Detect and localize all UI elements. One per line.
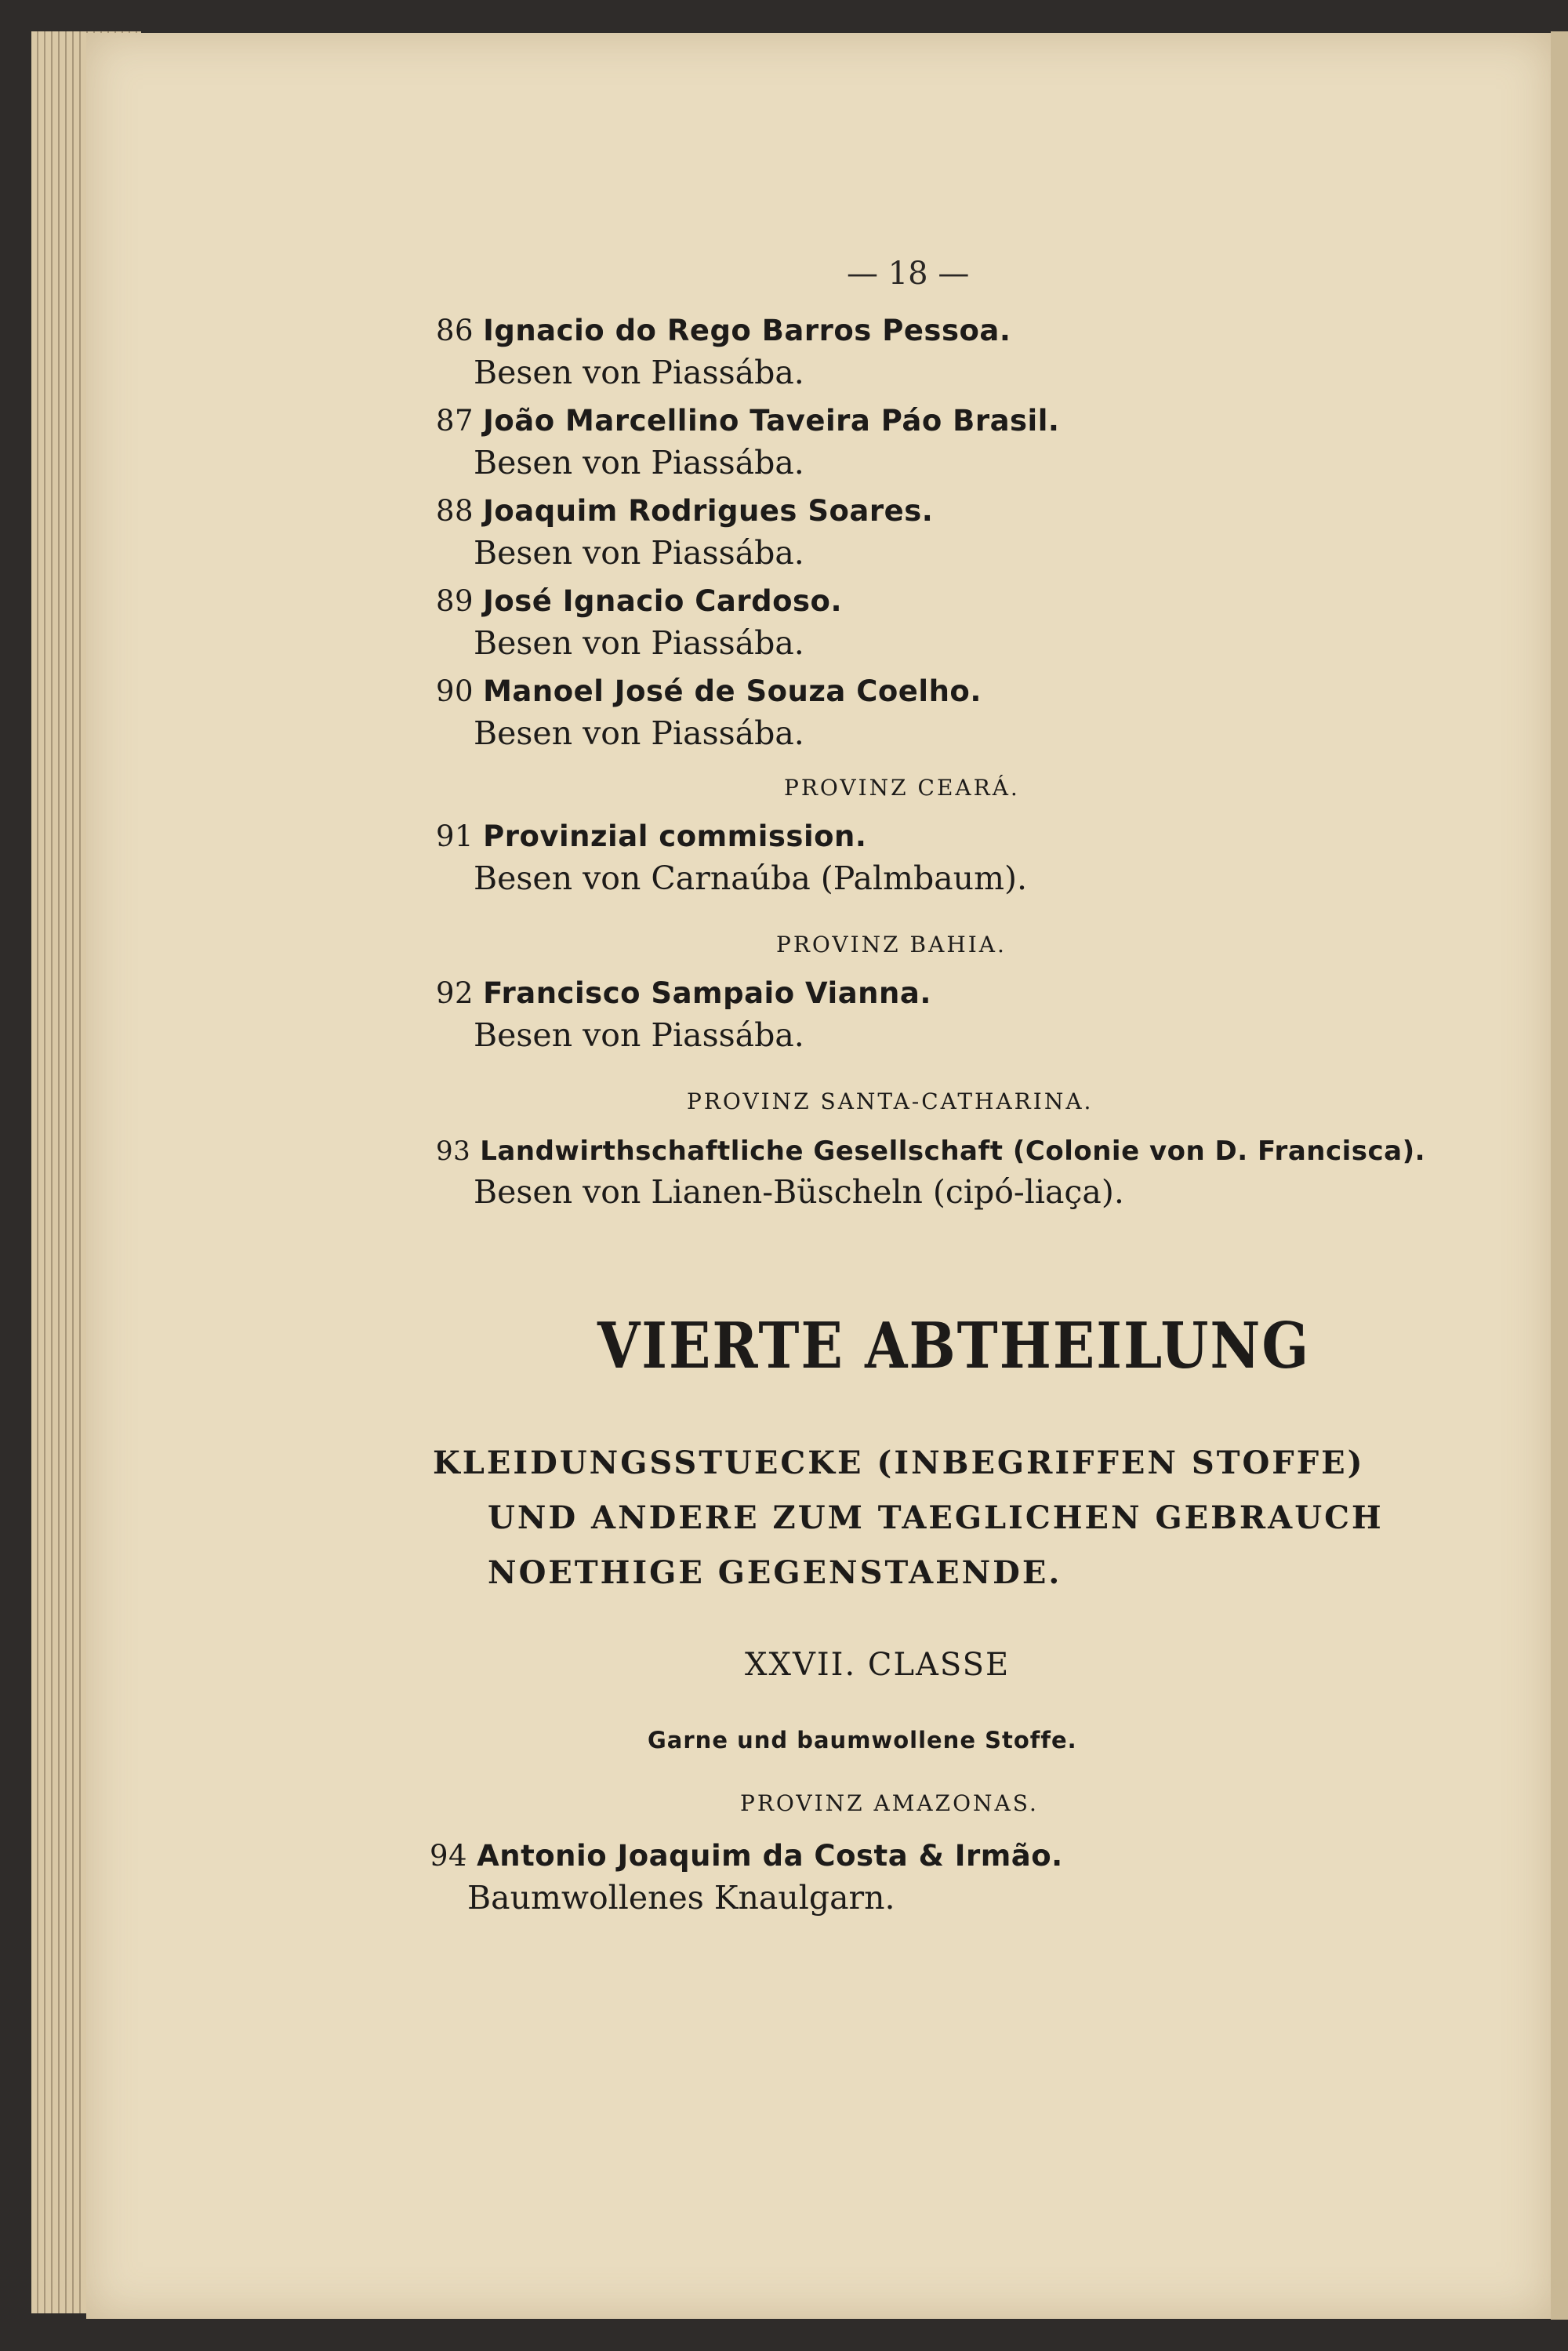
section-title: VIERTE ABTHEILUNG — [597, 1308, 1311, 1383]
section-subtitle-line: NOETHIGE GEGENSTAENDE. — [488, 1554, 1062, 1591]
entry-description: Baumwollenes Knaulgarn. — [467, 1879, 895, 1917]
class-heading: XXVII. CLASSE — [745, 1647, 1011, 1683]
province-heading: PROVINZ SANTA-CATHARINA. — [687, 1088, 1094, 1114]
entry-description: Besen von Piassába. — [474, 354, 804, 391]
catalog-entry — [436, 674, 982, 752]
province-heading: PROVINZ BAHIA. — [776, 932, 1007, 957]
exhibitor-name: Landwirthschaftliche Gesellschaft (Colonie von D. Francisca). — [480, 1136, 1426, 1167]
entry-description: Besen von Piassába. — [474, 624, 804, 662]
page-number: — 18 — — [847, 256, 970, 292]
catalog-entry — [436, 494, 933, 572]
exhibitor-name: Joaquim Rodrigues Soares. — [483, 494, 934, 528]
exhibitor-name: José Ignacio Cardoso. — [483, 584, 843, 618]
catalog-entry — [436, 404, 1059, 481]
catalog-entry — [436, 819, 1027, 897]
entry-number: 89 — [436, 584, 474, 618]
entry-description: Besen von Piassába. — [474, 1016, 804, 1054]
exhibitor-name: João Marcellino Taveira Páo Brasil. — [483, 404, 1060, 438]
entry-number: 91 — [436, 819, 474, 853]
entry-number: 86 — [436, 314, 474, 347]
catalog-entry — [436, 976, 931, 1054]
catalog-entry — [436, 314, 1011, 391]
entry-description: Besen von Carnaúba (Palmbaum). — [474, 859, 1027, 897]
province-heading: PROVINZ CEARÁ. — [784, 775, 1020, 801]
entry-number: 94 — [430, 1839, 468, 1873]
catalog-entry — [436, 584, 842, 662]
entry-description: Besen von Piassába. — [474, 444, 804, 481]
exhibitor-name: Manoel José de Souza Coelho. — [483, 674, 982, 708]
section-subtitle-line: KLEIDUNGSSTUECKE (INBEGRIFFEN STOFFE) — [433, 1444, 1365, 1481]
entry-number: 88 — [436, 494, 474, 528]
exhibitor-name: Francisco Sampaio Vianna. — [483, 976, 931, 1010]
entry-number: 87 — [436, 404, 474, 438]
exhibitor-name: Ignacio do Rego Barros Pessoa. — [483, 314, 1011, 347]
entry-description: Besen von Lianen-Büscheln (cipó-liaça). — [474, 1173, 1124, 1211]
entry-description: Besen von Piassába. — [474, 534, 804, 572]
entry-number: 92 — [436, 976, 474, 1010]
entry-number: 90 — [436, 674, 474, 708]
catalog-entry — [430, 1839, 1063, 1917]
exhibitor-name: Antonio Joaquim da Costa & Irmão. — [477, 1839, 1063, 1873]
section-subtitle-line: UND ANDERE ZUM TAEGLICHEN GEBRAUCH — [488, 1499, 1384, 1536]
catalog-entry — [436, 1136, 1425, 1211]
province-heading: PROVINZ AMAZONAS. — [740, 1790, 1039, 1816]
exhibitor-name: Provinzial commission. — [483, 819, 867, 853]
class-subheading: Garne und baumwollene Stoffe. — [648, 1727, 1077, 1753]
entry-number: 93 — [436, 1136, 471, 1167]
entry-description: Besen von Piassába. — [474, 714, 804, 752]
